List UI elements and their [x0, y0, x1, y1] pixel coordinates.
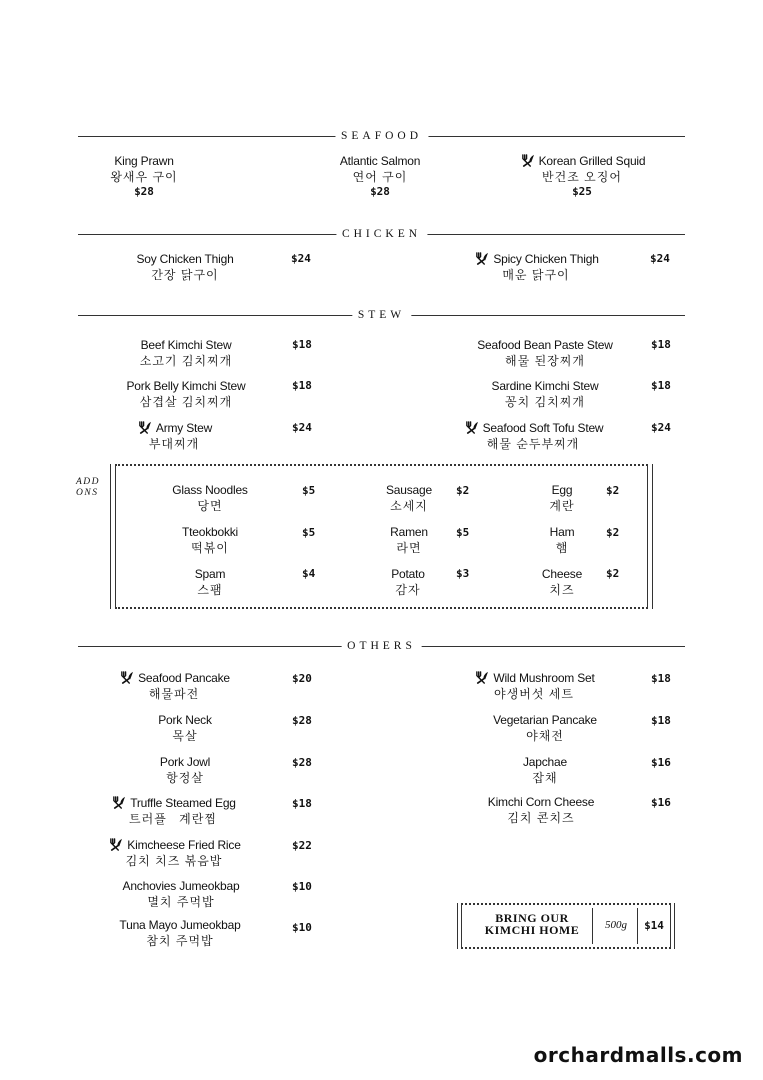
website-watermark: orchardmalls.com	[533, 1043, 743, 1067]
fork-knife-icon	[110, 796, 127, 809]
item-price: $5	[302, 526, 316, 539]
item-name-korean: 해물 순두부찌개	[486, 437, 580, 451]
item-name-korean: 계란	[549, 499, 575, 513]
item-name: Potato	[391, 567, 425, 581]
item-name-korean: 해물파전	[148, 687, 200, 701]
item-name-korean: 감자	[395, 583, 421, 597]
menu-item-soy-chicken-thigh	[85, 251, 285, 283]
item-name: Japchae	[523, 755, 567, 769]
section-others	[78, 639, 685, 653]
item-price: $3	[456, 567, 470, 580]
item-name: Wild Mushroom Set	[493, 671, 595, 685]
item-price: $24	[650, 252, 670, 265]
menu-item-atlantic-salmon	[280, 153, 480, 199]
item-name-korean: 반건조 오징어	[542, 170, 622, 184]
section-seafood	[78, 129, 685, 143]
item-name-korean: 해물 된장찌개	[505, 354, 585, 368]
item-name: Cheese	[541, 567, 583, 581]
item-price: $24	[291, 252, 311, 265]
item-price: $25	[572, 185, 592, 198]
item-name-korean: 잡채	[532, 771, 558, 785]
item-price: $24	[651, 421, 671, 434]
menu-item-vegetarian-pancake	[445, 712, 645, 744]
item-name: Spam	[194, 567, 226, 581]
kimchi-takeaway-box	[457, 903, 675, 949]
item-price: $28	[370, 185, 390, 198]
item-name-korean: 삼겹살 김치찌개	[139, 395, 233, 409]
menu-item-beef-kimchi-stew	[86, 337, 286, 369]
item-price: $2	[606, 567, 620, 580]
item-name: Glass Noodles	[172, 483, 248, 497]
item-price: $5	[302, 484, 316, 497]
item-name-korean: 햄	[555, 541, 569, 555]
item-name-korean: 연어 구이	[352, 170, 408, 184]
kimchi-price: $14	[644, 919, 664, 932]
menu-item-seafood-bean-paste-stew	[445, 337, 645, 369]
menu-item-sardine-kimchi-stew	[445, 378, 645, 410]
item-name: Spicy Chicken Thigh	[493, 252, 599, 266]
addon-glass-noodles	[110, 482, 310, 514]
item-name-korean: 항정살	[166, 771, 204, 785]
kimchi-weight: 500g	[605, 919, 627, 931]
addon-tteokbokki	[110, 524, 310, 556]
fork-knife-icon	[107, 838, 124, 851]
menu-item-anchovies-jumeokbap	[81, 878, 281, 910]
item-name-korean: 부대찌개	[148, 437, 200, 451]
item-price: $18	[651, 379, 671, 392]
item-name-korean: 김치 치즈 볶음밥	[125, 854, 223, 868]
item-price: $22	[292, 839, 312, 852]
addon-ham	[462, 524, 662, 556]
item-name-korean: 트러플 계란찜	[129, 812, 217, 826]
item-name: Seafood Pancake	[138, 671, 230, 685]
item-name-korean: 소고기 김치찌개	[139, 354, 233, 368]
item-name: Tteokbokki	[181, 525, 239, 539]
item-price: $2	[606, 484, 620, 497]
item-price: $18	[651, 714, 671, 727]
section-title: STEW	[352, 308, 411, 322]
fork-knife-icon	[519, 154, 536, 167]
menu-item-pork-neck	[85, 712, 285, 744]
menu-item-seafood-soft-tofu-stew	[433, 420, 633, 452]
item-name: Kimchi Corn Cheese	[487, 795, 595, 809]
menu-item-truffle-steamed-egg	[73, 795, 273, 827]
item-name-korean: 치즈	[549, 583, 575, 597]
item-price: $5	[456, 526, 470, 539]
item-name: Vegetarian Pancake	[493, 713, 597, 727]
kimchi-box-title: BRING OUR KIMCHI HOME	[484, 911, 580, 937]
item-name: Beef Kimchi Stew	[140, 338, 232, 352]
menu-item-king-prawn	[44, 153, 244, 199]
menu-item-kimchi-corn-cheese	[441, 794, 641, 826]
item-name: Pork Jowl	[159, 755, 211, 769]
menu-item-wild-mushroom-set	[434, 670, 634, 702]
item-price: $4	[302, 567, 316, 580]
addon-cheese	[462, 566, 662, 598]
menu-item-pork-belly-kimchi-stew	[86, 378, 286, 410]
fork-knife-icon	[118, 671, 135, 684]
addon-spam	[110, 566, 310, 598]
menu-item-kimcheese-fried-rice	[74, 837, 274, 869]
item-name: Pork Neck	[158, 713, 212, 727]
section-title: CHICKEN	[336, 227, 427, 241]
item-name-korean: 목살	[172, 729, 198, 743]
item-name: Anchovies Jumeokbap	[122, 879, 240, 893]
section-stew	[78, 308, 685, 322]
item-name: Seafood Bean Paste Stew	[477, 338, 613, 352]
addon-egg	[462, 482, 662, 514]
section-title: SEAFOOD	[335, 129, 428, 143]
item-name-korean: 스팸	[197, 583, 223, 597]
item-name-korean: 멸치 주먹밥	[147, 895, 215, 909]
addons-label: ADD ONS	[76, 477, 101, 498]
item-name-korean: 야채전	[526, 729, 564, 743]
item-name: Truffle Steamed Egg	[130, 796, 236, 810]
menu-item-spicy-chicken-thigh	[436, 251, 636, 283]
item-price: $24	[292, 421, 312, 434]
menu-item-korean-grilled-squid	[482, 153, 682, 199]
item-name-korean: 당면	[197, 499, 223, 513]
item-price: $2	[456, 484, 470, 497]
fork-knife-icon	[473, 671, 490, 684]
item-name: Sausage	[386, 483, 432, 497]
item-name: Atlantic Salmon	[339, 154, 421, 168]
item-price: $10	[292, 921, 312, 934]
item-name-korean: 야생버섯 세트	[494, 687, 574, 701]
item-price: $16	[651, 756, 671, 769]
item-price: $18	[292, 379, 312, 392]
item-name-korean: 간장 닭구이	[151, 268, 219, 282]
item-name: Ham	[549, 525, 575, 539]
item-name-korean: 라면	[396, 541, 422, 555]
item-name-korean: 꽁치 김치찌개	[505, 395, 585, 409]
item-price: $18	[292, 338, 312, 351]
item-name-korean: 왕새우 구이	[110, 170, 178, 184]
item-name-korean: 참치 주먹밥	[146, 934, 214, 948]
menu-item-japchae	[445, 754, 645, 786]
item-name: Tuna Mayo Jumeokbap	[119, 918, 241, 932]
item-price: $18	[651, 672, 671, 685]
section-chicken	[78, 227, 685, 241]
item-name: Soy Chicken Thigh	[136, 252, 234, 266]
item-name: Sardine Kimchi Stew	[491, 379, 599, 393]
item-price: $28	[292, 756, 312, 769]
menu-item-tuna-mayo-jumeokbap	[80, 917, 280, 949]
item-name: Seafood Soft Tofu Stew	[482, 421, 604, 435]
item-name: Egg	[551, 483, 573, 497]
item-price: $2	[606, 526, 620, 539]
item-name-korean: 매운 닭구이	[502, 268, 570, 282]
item-price: $28	[134, 185, 154, 198]
menu-item-army-stew	[74, 420, 274, 452]
item-name: Pork Belly Kimchi Stew	[126, 379, 246, 393]
item-price: $18	[292, 797, 312, 810]
item-name: Korean Grilled Squid	[538, 154, 646, 168]
menu-item-pork-jowl	[85, 754, 285, 786]
menu-item-seafood-pancake	[74, 670, 274, 702]
fork-knife-icon	[473, 252, 490, 265]
item-price: $16	[651, 796, 671, 809]
item-price: $10	[292, 880, 312, 893]
item-name: King Prawn	[114, 154, 174, 168]
fork-knife-icon	[463, 421, 480, 434]
item-name: Army Stew	[155, 421, 213, 435]
section-title: OTHERS	[341, 639, 422, 653]
item-name-korean: 소세지	[390, 499, 428, 513]
item-name-korean: 떡볶이	[191, 541, 229, 555]
fork-knife-icon	[136, 421, 153, 434]
item-price: $20	[292, 672, 312, 685]
item-name-korean: 김치 콘치즈	[507, 811, 575, 825]
item-price: $18	[651, 338, 671, 351]
item-name: Ramen	[390, 525, 428, 539]
item-name: Kimcheese Fried Rice	[127, 838, 241, 852]
item-price: $28	[292, 714, 312, 727]
